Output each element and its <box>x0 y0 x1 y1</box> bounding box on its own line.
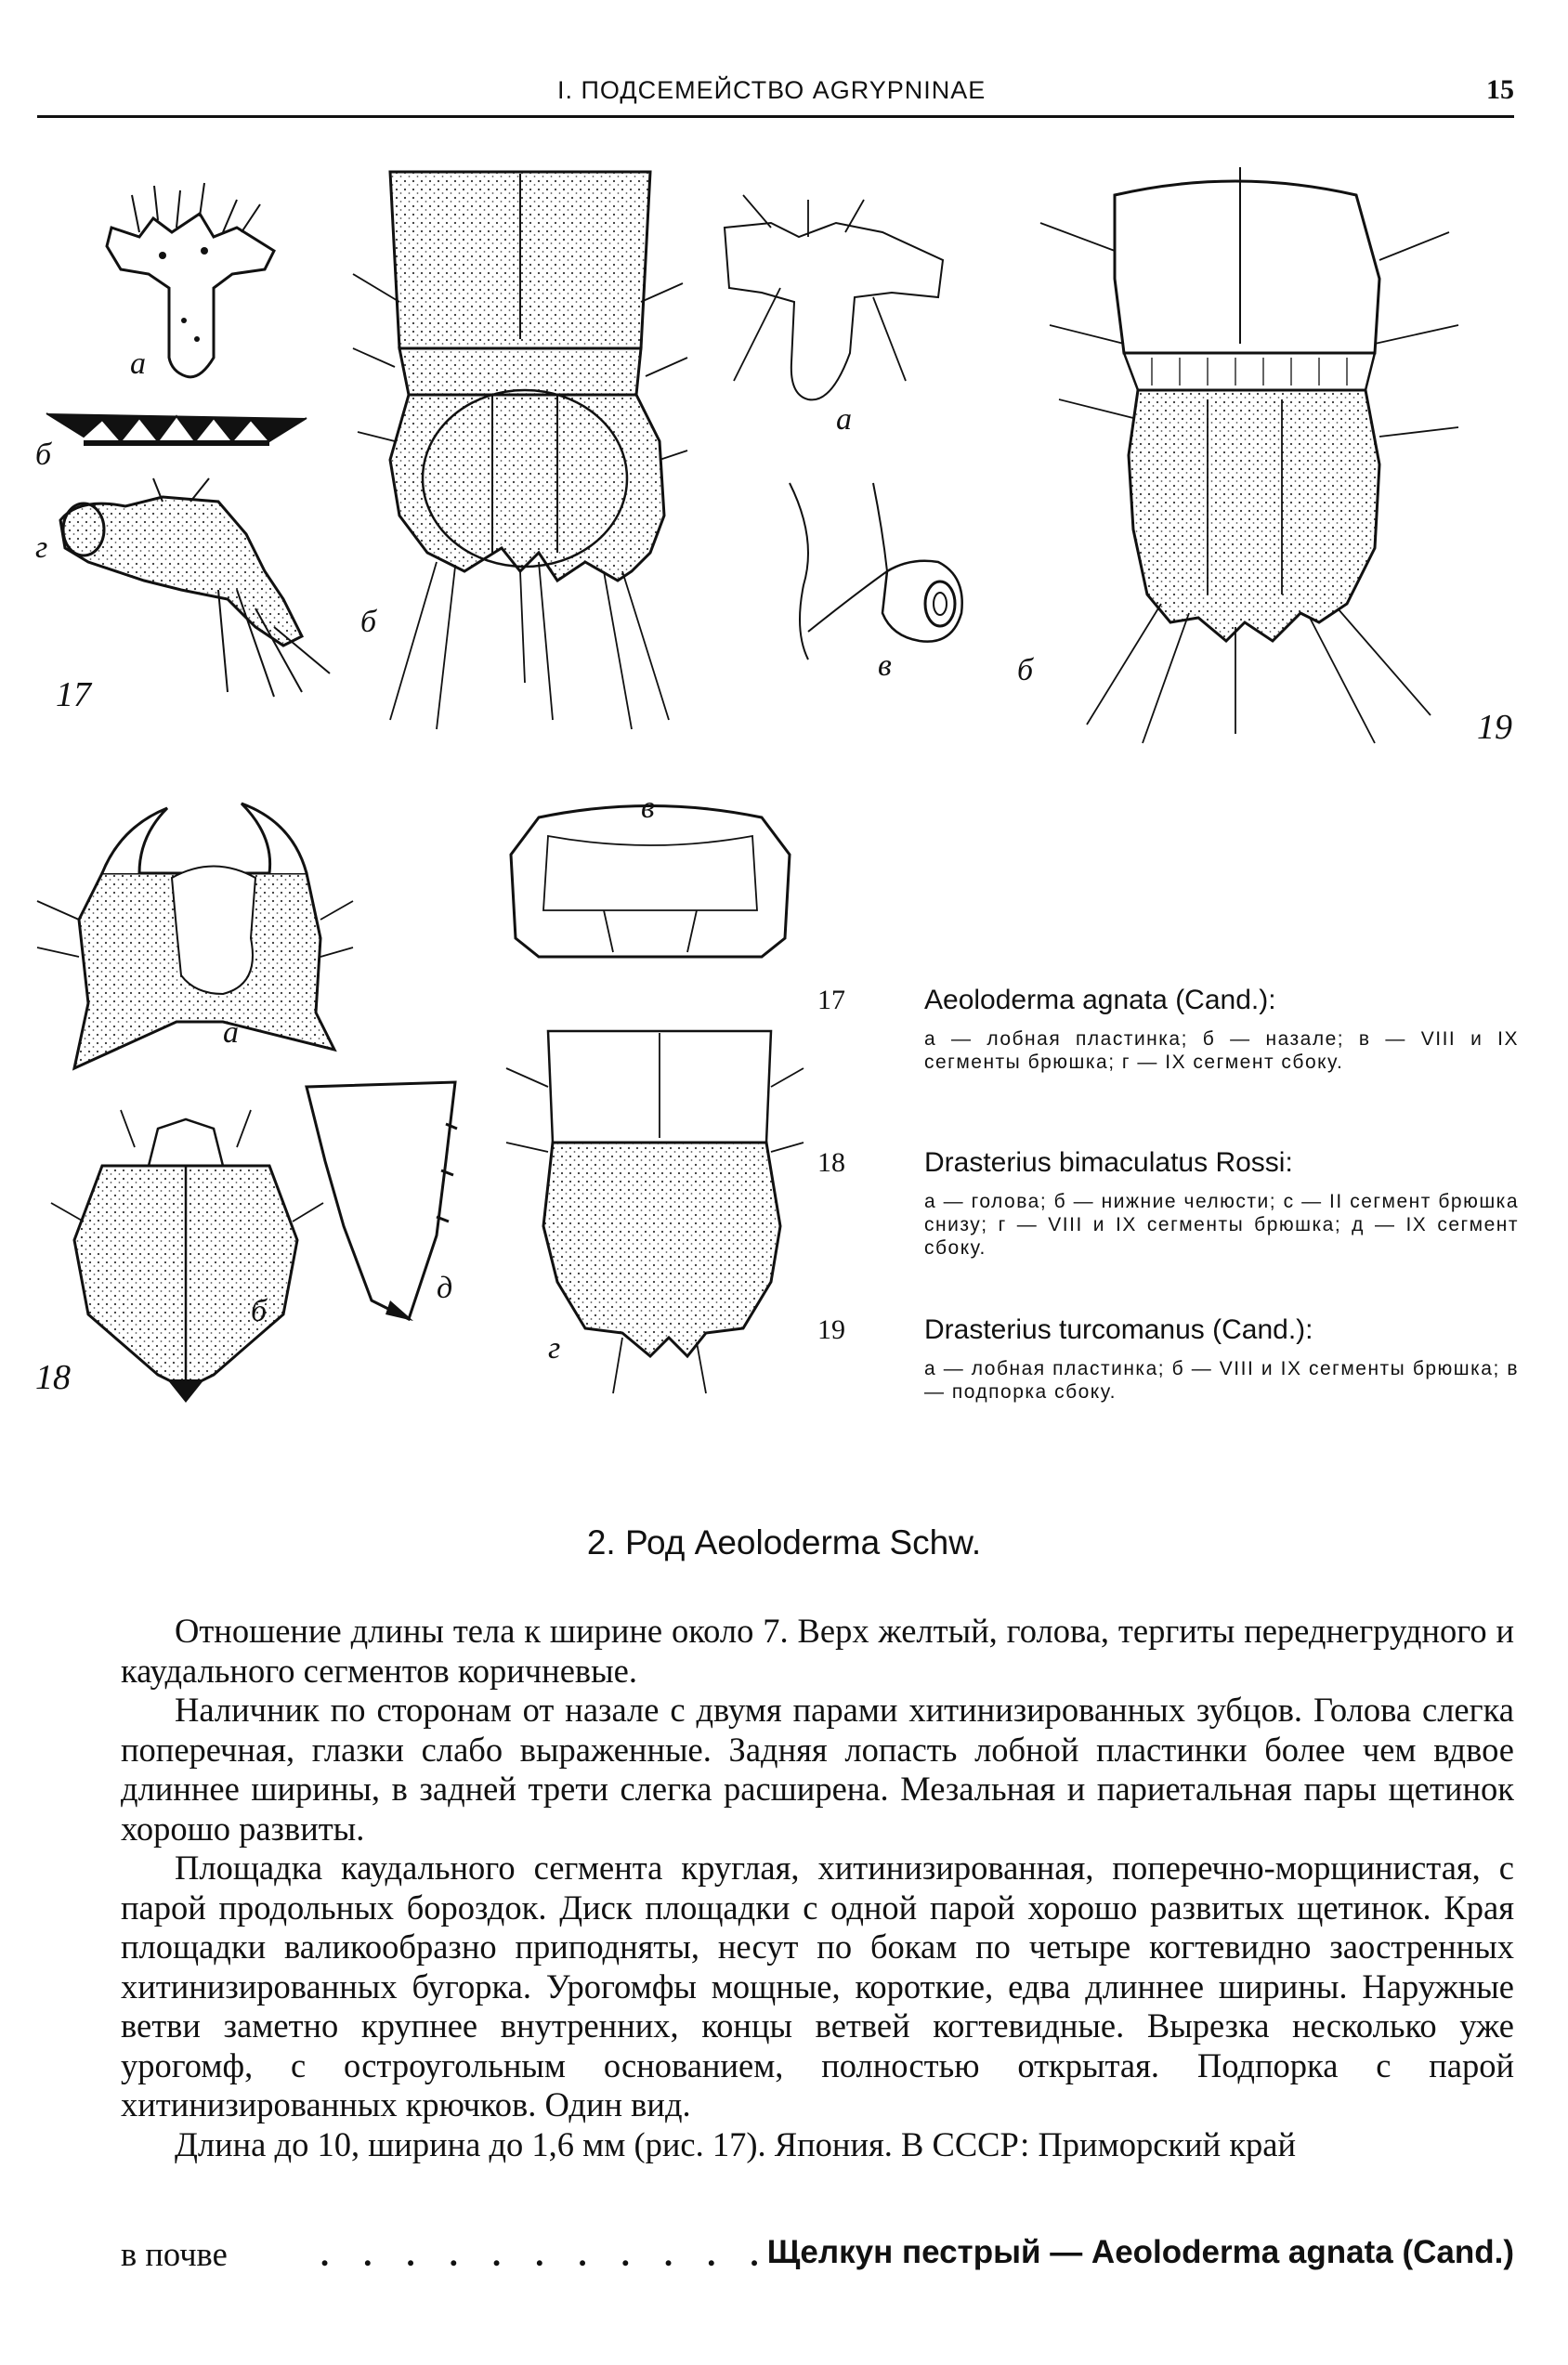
caption-description: а — лобная пластинка; б — VIII и IX сегменты брюшка; в — подпорка сбоку. <box>924 1358 1519 1403</box>
paragraph: Площадка каудального сегмента круглая, хитинизированная, поперечно-морщинистая, с парой продольных бороздок. Диск площадки с одной парой хорошо развитых щетинок. Края площадки валикообразно приподняты, несут по бокам по четыре когтевидно заостренных хитинизированных бугорка. Урогомфы мощные, короткие, едва длиннее ширины. Наружные ветви заметно крупнее внутренних, концы ветвей когтевидные. Вырезка несколько уже урогомф, с остроугольным основанием, полностью открытая. Подпорка с парой хитинизированных крючков. Один вид. <box>121 1849 1514 2123</box>
svg-text:а: а <box>223 1015 239 1050</box>
fig17-abdominal-segments <box>353 163 687 738</box>
svg-text:д: д <box>437 1271 453 1305</box>
paragraph: Отношение длины тела к ширине около 7. Верх желтый, голова, тергиты переднегрудного и каудального сегментов коричневые. <box>121 1612 1514 1690</box>
key-line <box>121 2234 1514 2275</box>
fig18-label-g <box>548 1328 585 1365</box>
label-a: а <box>130 346 146 381</box>
svg-text:б: б <box>35 438 52 472</box>
fig19-number <box>1477 701 1533 748</box>
svg-text:а: а <box>836 402 852 437</box>
fig18-number <box>35 1352 91 1398</box>
fig18-label-d <box>437 1268 474 1305</box>
caption-number: 18 <box>817 1147 845 1178</box>
fig17-label-g <box>35 529 72 567</box>
fig19-frons-plate <box>706 195 957 409</box>
section-heading: 2. Род Aeoloderma Schw. <box>586 1523 982 1561</box>
fig17-frons-plate <box>84 181 297 395</box>
page-number: 15 <box>1486 74 1514 105</box>
fig17-nasale <box>37 399 316 455</box>
running-head <box>37 72 1514 118</box>
key-lead: в почве <box>121 2235 228 2273</box>
paragraph: Длина до 10, ширина до 1,6 мм (рис. 17). Япония. В СССР: Приморский край <box>175 2124 1297 2163</box>
svg-text:18: 18 <box>35 1358 71 1397</box>
caption-species: Aeoloderma agnata (Cand.): <box>924 985 1276 1015</box>
key-answer: Щелкун пестрый — Aeoloderma agnata (Cand.) <box>766 2234 1514 2270</box>
svg-text:б: б <box>251 1294 268 1328</box>
fig18-label-v <box>641 790 678 827</box>
caption-17 <box>817 985 1523 1124</box>
caption-18 <box>817 1147 1523 1287</box>
caption-description: а — голова; б — нижние челюсти; с — II сегмент брюшка снизу; г — VIII и IX сегменты брюшка; д — IX сегмент сбоку. <box>924 1191 1519 1259</box>
key-dots: . . . . . . . . . . . <box>320 2235 772 2273</box>
fig19-support-side <box>771 474 975 687</box>
svg-text:17: 17 <box>56 675 91 714</box>
fig17-number <box>56 669 111 715</box>
fig19-label-b <box>1017 650 1054 687</box>
svg-text:в: в <box>878 648 892 683</box>
fig19-label-v <box>878 646 915 683</box>
fig19-label-a <box>836 399 873 437</box>
fig17-label-a <box>130 344 167 381</box>
fig18-head <box>37 799 353 1087</box>
caption-19 <box>817 1314 1523 1417</box>
svg-text:в: в <box>641 791 655 825</box>
paragraph: Наличник по сторонам от назале с двумя парами хитинизированных зубцов. Голова слегка поперечная, глазки слабо выраженные. Задняя лопасть лобной пластинки более чем вдвое длиннее ширины, в задней трети слегка расширена. Мезальная и париетальная пары щетинок хорошо развиты. <box>121 1691 1514 1848</box>
fig19-abdominal-segments <box>1022 158 1468 752</box>
fig18-label-b <box>251 1291 288 1328</box>
caption-number: 19 <box>817 1314 845 1345</box>
caption-description: а — лобная пластинка; б — назале; в — VIII и IX сегменты брюшка; г — IX сегмент сбоку. <box>924 1028 1519 1073</box>
fig17-label-b <box>35 437 72 474</box>
body-text <box>121 1612 1514 2164</box>
fig17-label-b2 <box>360 604 398 641</box>
caption-species: Drasterius bimaculatus Rossi: <box>924 1147 1293 1178</box>
svg-text:19: 19 <box>1477 708 1512 747</box>
svg-text:б: б <box>360 605 377 639</box>
caption-number: 17 <box>817 985 845 1015</box>
running-title: I. ПОДСЕМЕЙСТВО AGRYPNINAE <box>557 76 987 104</box>
svg-text:г: г <box>548 1331 561 1365</box>
fig18-label-a <box>223 1013 260 1050</box>
svg-text:б: б <box>1017 653 1034 687</box>
caption-species: Drasterius turcomanus (Cand.): <box>924 1314 1313 1345</box>
svg-text:г: г <box>35 530 48 565</box>
